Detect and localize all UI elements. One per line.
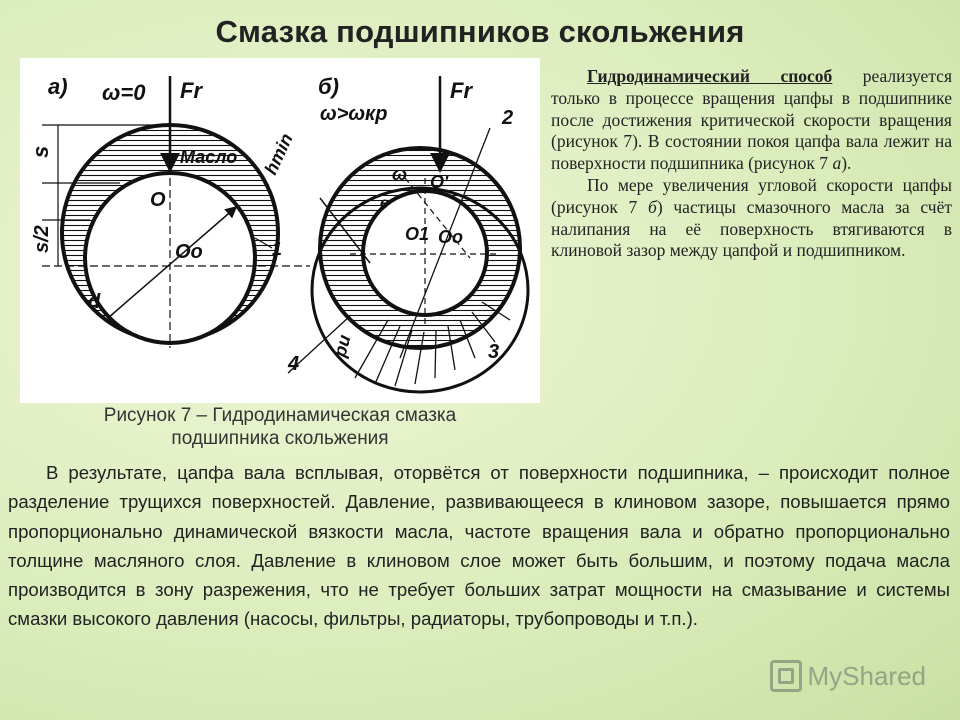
label-d: d — [88, 291, 101, 313]
label-3: 3 — [488, 341, 500, 363]
label-omega-kr: ω>ωкр — [320, 103, 388, 125]
label-o-a: O — [150, 189, 166, 211]
figure-caption — [20, 404, 540, 450]
side-p2-rest: ) частицы смазочного масла за счёт налипания на её поверхность втягиваются в клиновой зазор между цапфой и подшипником. — [551, 196, 953, 261]
label-pu: pu — [329, 332, 355, 360]
side-heading: Гидродинамический способ — [587, 66, 833, 86]
label-2: 2 — [502, 107, 514, 129]
diagram-a — [42, 76, 310, 348]
body-paragraph: В результате, цапфа вала всплывая, оторвётся от поверхности подшипника, – происходит полное разделение трущихся поверхностей. Давление, развивающееся в клиновом зазоре, повышается прямо пропорционально динамической вязкости масла, частоте вращения вала и обратно пропорционально толщине масляного слоя. Давление в клиновом слое может быть большим, и поэтому подача масла производится в зону разрежения, что не требует больших затрат мощности на смазывание и системы смазки высокого давления (насосы, фильтры, радиаторы, трубопроводы и т.п.). — [8, 462, 950, 630]
side-p1-end: ). — [841, 153, 852, 174]
label-fr-a: Fr — [180, 78, 202, 103]
side-p2-b: б — [648, 196, 657, 217]
label-1: 1 — [272, 239, 283, 259]
side-p2-start: По мере увеличения угловой скорости цапфы (рисунок 7 — [551, 174, 952, 217]
side-paragraph-2 — [551, 175, 952, 262]
watermark-text: MyShared — [807, 660, 926, 691]
label-o-prime: O' — [430, 172, 449, 192]
caption-line-2: подшипника скольжения — [171, 428, 389, 449]
label-omega-zero: ω=0 — [102, 80, 146, 105]
label-oo-b: Oo — [438, 227, 463, 247]
side-p1-a: а — [832, 153, 842, 174]
label-o1: O1 — [405, 224, 430, 244]
label-4: 4 — [288, 353, 300, 375]
side-paragraph-1 — [551, 66, 952, 175]
label-s: s — [28, 145, 53, 158]
label-fr-b: Fr — [450, 78, 472, 103]
label-oo-a: Oo — [175, 241, 203, 263]
label-e: e — [380, 195, 389, 212]
myshared-logo-icon — [770, 660, 802, 692]
label-s2: s/2 — [31, 225, 53, 253]
bearing-figure — [20, 58, 540, 403]
label-hmin: hmin — [260, 130, 297, 178]
watermark — [770, 660, 927, 692]
body-text — [8, 458, 950, 634]
caption-line-1: Рисунок 7 – Гидродинамическая смазка — [103, 405, 457, 426]
side-p1-rest: реализуется только в процессе вращения цапфы в подшипнике после достижения критической скорости вращения (рисунок 7). В состоянии покоя цапфа вала лежит на поверхности подшипника (рисунок 7 — [551, 66, 952, 174]
page-title: Смазка подшипников скольжения — [215, 14, 745, 49]
label-omega: ω — [392, 164, 408, 184]
bearing-diagram — [20, 58, 540, 403]
label-b: б) — [318, 74, 339, 99]
label-a: а) — [48, 74, 68, 99]
label-oil: Масло — [180, 147, 238, 167]
side-text — [551, 66, 952, 262]
